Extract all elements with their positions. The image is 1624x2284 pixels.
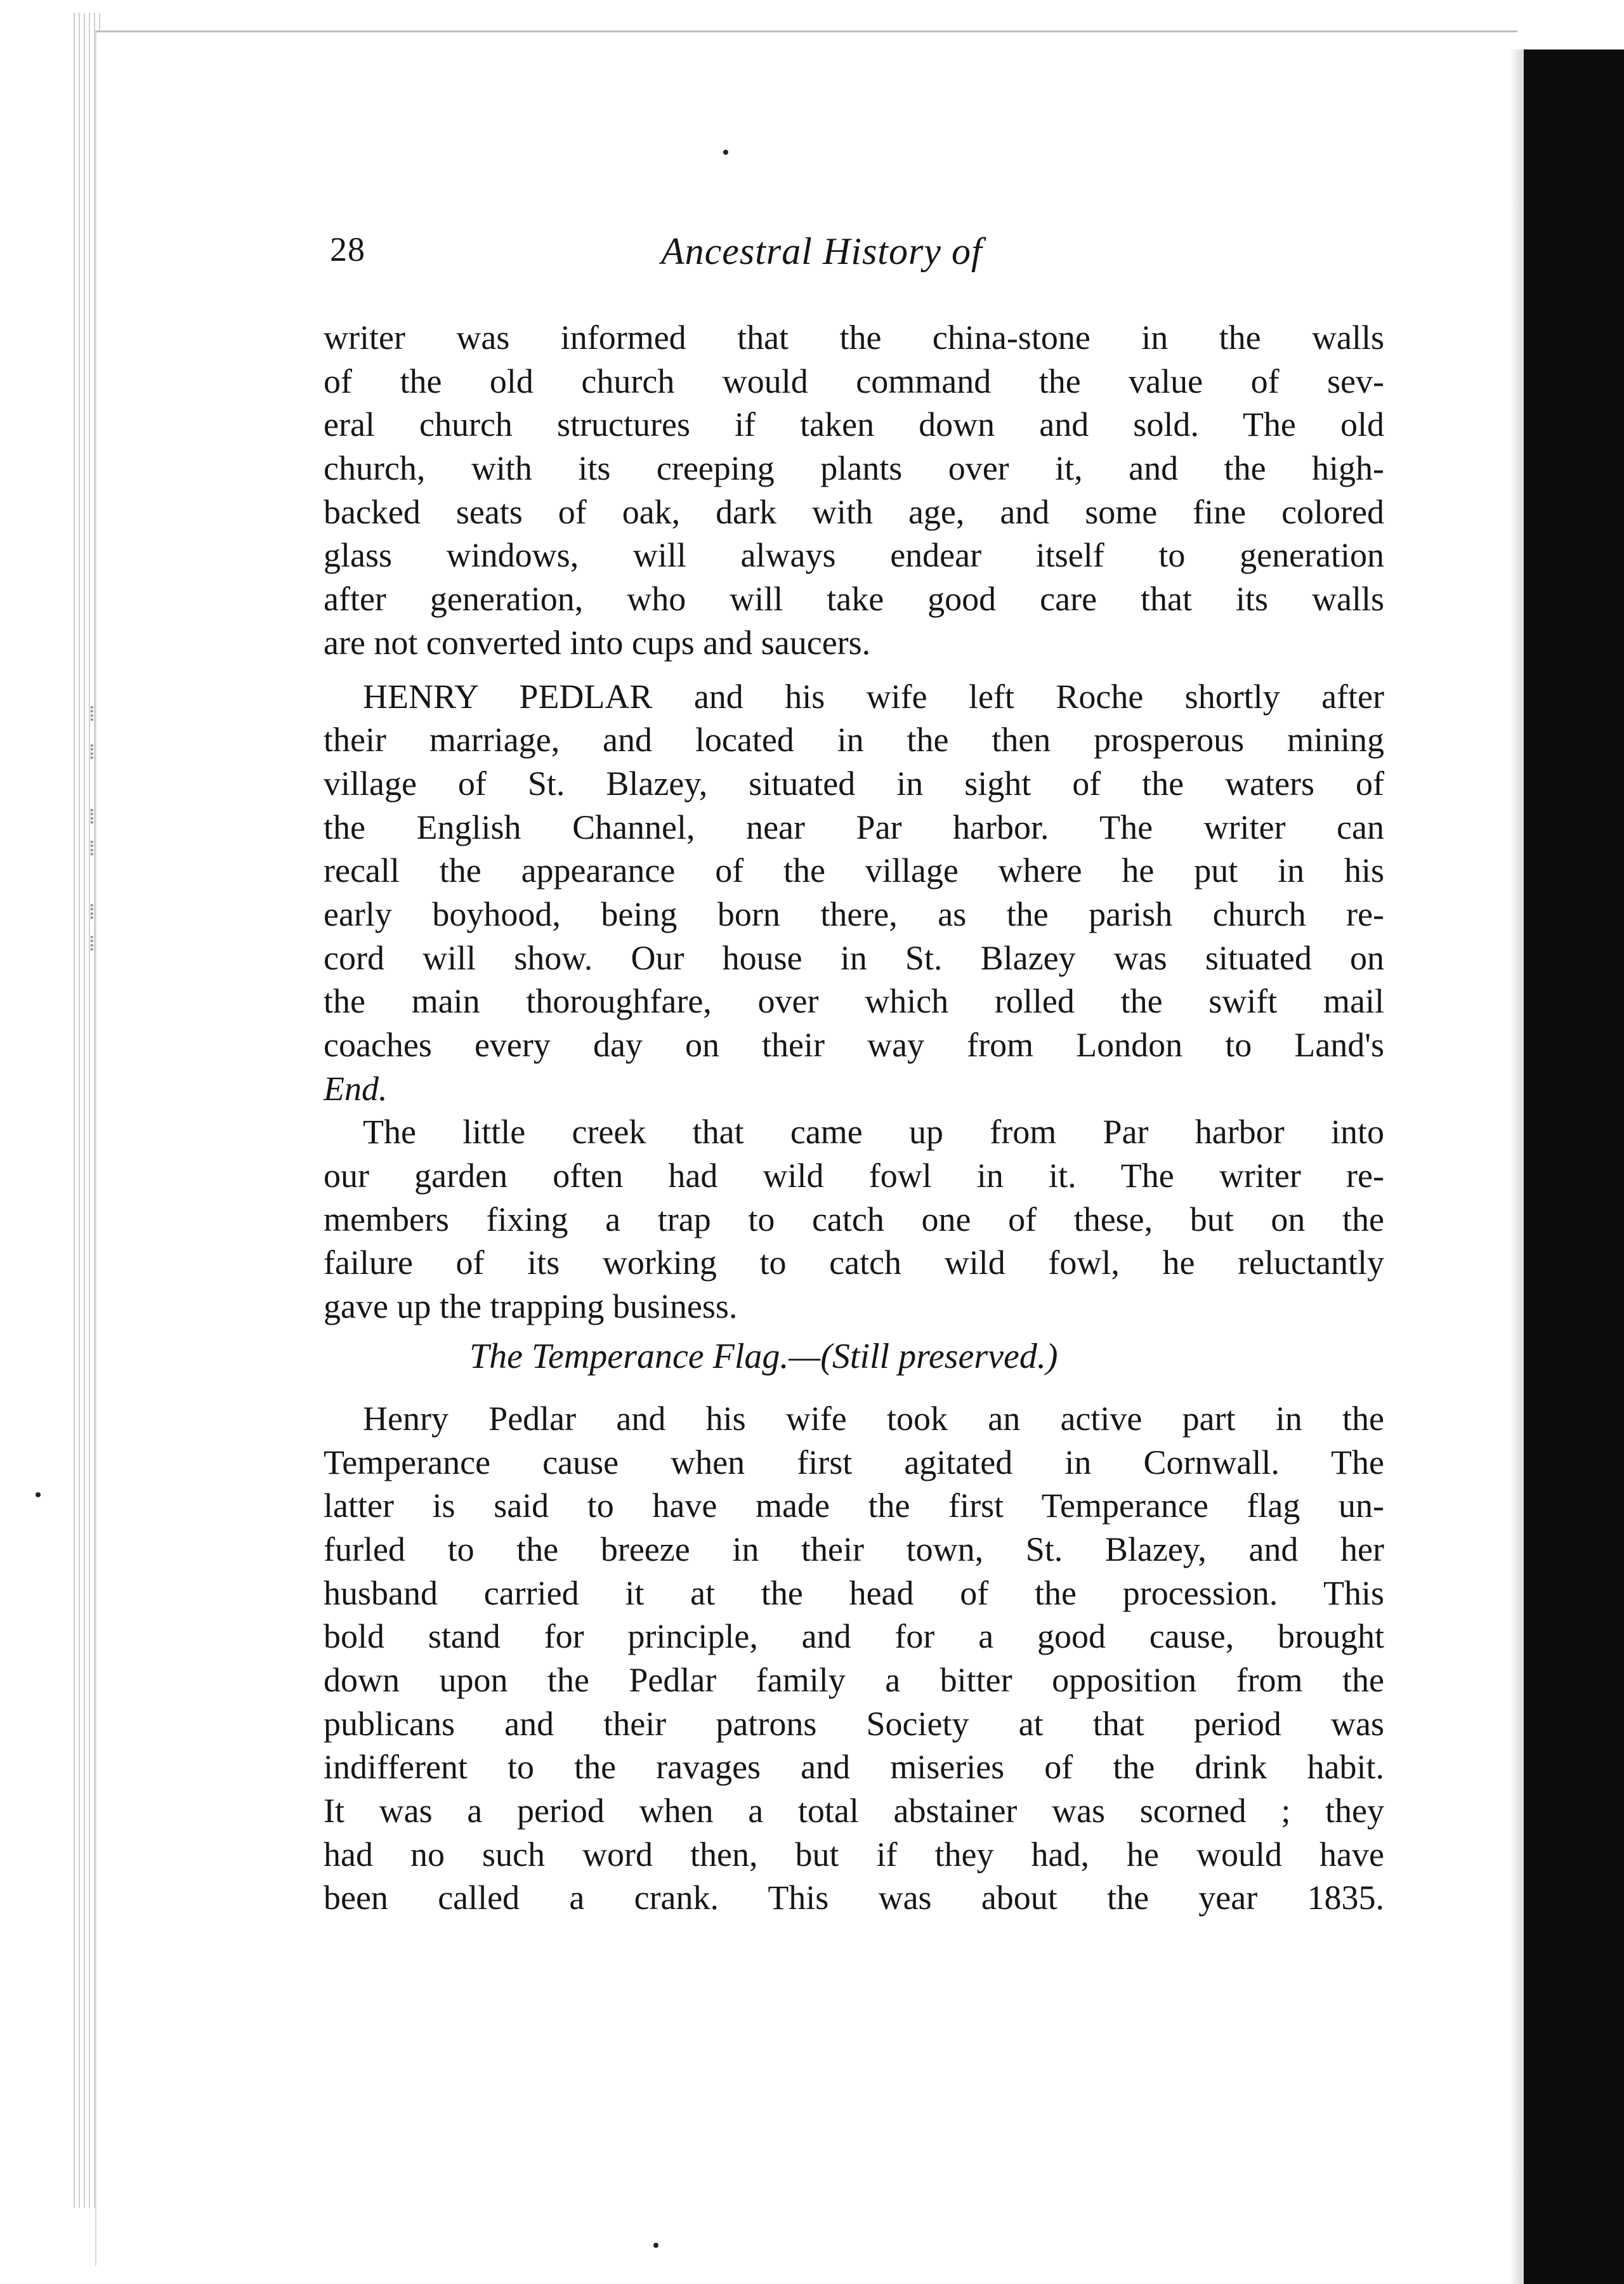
section-caption-wrap <box>324 1329 1384 1389</box>
scan-speck <box>653 2243 658 2248</box>
margin-mark: ⁞ <box>89 739 95 765</box>
text-line: Henry Pedlar and his wife took an active part in the <box>363 1399 1384 1438</box>
margin-mark: ⁞ <box>89 701 95 726</box>
text-line: down upon the Pedlar family a bitter opposition from the <box>324 1660 1384 1699</box>
facing-page-shadow <box>1510 49 1524 2284</box>
text-line: cord will show. Our house in St. Blazey was situated on <box>324 938 1384 977</box>
text-line: early boyhood, being born there, as the parish church re- <box>324 895 1384 933</box>
text-line: publicans and their patrons Society at that period was <box>324 1704 1384 1743</box>
scan-speck <box>723 150 728 155</box>
text-line: indifferent to the ravages and miseries of the drink habit. <box>324 1748 1384 1787</box>
text-line: failure of its working to catch wild fowl, he reluctantly <box>324 1244 1384 1282</box>
text-line: members fixing a trap to catch one of these, but on the <box>324 1200 1384 1238</box>
text-line: our garden often had wild fowl in it. The writer re- <box>324 1157 1384 1195</box>
text-line: Temperance cause when first agitated in Cornwall. The <box>324 1443 1384 1481</box>
text-line: recall the appearance of the village where he put in his <box>324 851 1384 890</box>
page-number: 28 <box>330 230 365 268</box>
text-line: glass windows, will always endear itself to generation <box>324 536 1384 575</box>
text-line: been called a crank. This was about the year 1835. <box>324 1879 1384 1917</box>
body-text <box>324 316 1384 1920</box>
text-line: their marriage, and located in the then prosperous mining <box>324 721 1384 759</box>
text-line: End. <box>324 1069 388 1108</box>
scan-speck <box>36 1492 41 1497</box>
text-line: backed seats of oak, dark with age, and some fine colored <box>324 492 1384 531</box>
text-line: bold stand for principle, and for a good cause, brought <box>324 1617 1384 1656</box>
text-line: coaches every day on their way from London to Land's <box>324 1026 1384 1064</box>
page-header <box>330 230 1383 280</box>
text-line: of the old church would command the value of sev- <box>324 362 1384 400</box>
text-line: furled to the breeze in their town, St. Blazey, and her <box>324 1530 1384 1568</box>
text-line: the main thoroughfare, over which rolled the swift mail <box>324 982 1384 1021</box>
paragraph-creek <box>324 1110 1384 1328</box>
text-line: HENRY PEDLAR and his wife left Roche shortly after <box>363 677 1384 716</box>
margin-mark: ⁞ <box>89 836 95 861</box>
text-line: latter is said to have made the first Temperance flag un- <box>324 1487 1384 1525</box>
text-line: writer was informed that the china-stone in the walls <box>324 318 1384 357</box>
text-line: church, with its creeping plants over it, and the high- <box>324 449 1384 488</box>
paragraph-temperance <box>324 1397 1384 1920</box>
text-line: after generation, who will take good care that its walls <box>324 580 1384 619</box>
text-line: The little creek that came up from Par harbor into <box>363 1113 1384 1152</box>
running-head: Ancestral History of <box>661 230 983 272</box>
text-line: had no such word then, but if they had, he would have <box>324 1835 1384 1874</box>
paragraph-church <box>324 316 1384 665</box>
margin-mark: ⁞ <box>89 899 95 924</box>
text-line: the English Channel, near Par harbor. The writer can <box>324 808 1384 846</box>
text-line: It was a period when a total abstainer was scorned ; they <box>324 1792 1384 1830</box>
paragraph-st-blazey <box>324 675 1384 1111</box>
section-caption: The Temperance Flag.—(Still preserved.) <box>469 1336 1058 1376</box>
margin-mark: ⁞ <box>89 804 95 829</box>
text-line: husband carried it at the head of the procession. This <box>324 1573 1384 1612</box>
text-line: are not converted into cups and saucers. <box>324 623 871 662</box>
text-line: gave up the trapping business. <box>324 1287 738 1326</box>
facing-page-dark-edge <box>1524 49 1624 2284</box>
text-line: village of St. Blazey, situated in sight of the waters of <box>324 764 1384 803</box>
text-line: eral church structures if taken down and sold. The old <box>324 405 1384 444</box>
margin-mark: ⁞ <box>89 931 95 956</box>
